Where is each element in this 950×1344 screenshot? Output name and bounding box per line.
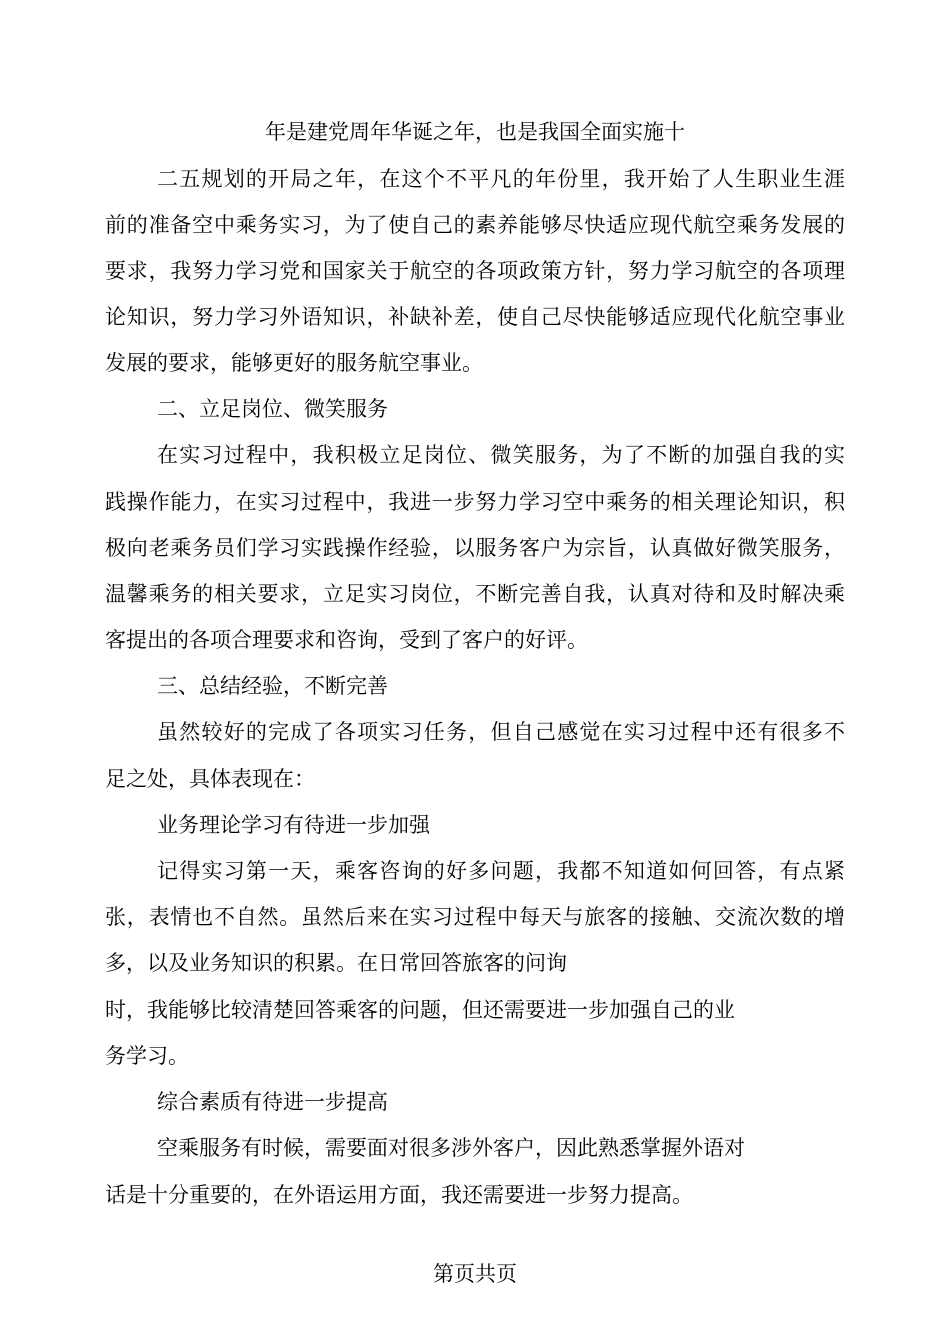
text-line-20: 时，我能够比较清楚回答乘客的问题，但还需要进一步加强自己的业 <box>105 998 735 1022</box>
text-line-10: 极向老乘务员们学习实践操作经验，以服务客户为宗旨，认真做好微笑服务， <box>105 536 845 560</box>
text-line-14: 虽然较好的完成了各项实习任务，但自己感觉在实习过程中还有很多不 <box>157 720 845 744</box>
text-line-21: 务学习。 <box>105 1044 189 1068</box>
text-line-11: 温馨乘务的相关要求，立足实习岗位，不断完善自我，认真对待和及时解决乘 <box>105 582 845 606</box>
text-line-8: 在实习过程中，我积极立足岗位、微笑服务，为了不断的加强自我的实 <box>157 443 845 467</box>
section-heading-2: 二、立足岗位、微笑服务 <box>157 397 388 421</box>
text-line-3: 前的准备空中乘务实习，为了使自己的素养能够尽快适应现代航空乘务发展的 <box>105 213 845 237</box>
text-line-12: 客提出的各项合理要求和咨询，受到了客户的好评。 <box>105 628 588 652</box>
text-line-18: 张，表情也不自然。虽然后来在实习过程中每天与旅客的接触、交流次数的增 <box>105 905 845 929</box>
text-line-1: 年是建党周年华诞之年，也是我国全面实施十 <box>265 120 685 144</box>
text-line-19: 多，以及业务知识的积累。在日常回答旅客的问询 <box>105 951 567 975</box>
text-line-24: 话是十分重要的，在外语运用方面，我还需要进一步努力提高。 <box>105 1183 693 1207</box>
text-line-2: 二五规划的开局之年，在这个不平凡的年份里，我开始了人生职业生涯 <box>157 167 845 191</box>
text-line-15: 足之处，具体表现在： <box>105 767 315 791</box>
text-line-23: 空乘服务有时候，需要面对很多涉外客户，因此熟悉掌握外语对 <box>157 1136 745 1160</box>
subheading-overall-quality: 综合素质有待进一步提高 <box>157 1090 388 1114</box>
subheading-business-study: 业务理论学习有待进一步加强 <box>157 813 430 837</box>
text-line-6: 发展的要求，能够更好的服务航空事业。 <box>105 351 483 375</box>
text-line-4: 要求，我努力学习党和国家关于航空的各项政策方针，努力学习航空的各项理 <box>105 259 845 283</box>
section-heading-3: 三、总结经验，不断完善 <box>157 674 388 698</box>
page-footer: 第页共页 <box>433 1262 517 1286</box>
text-line-5: 论知识，努力学习外语知识，补缺补差，使自己尽快能够适应现代化航空事业 <box>105 305 845 329</box>
text-line-9: 践操作能力，在实习过程中，我进一步努力学习空中乘务的相关理论知识，积 <box>105 490 845 514</box>
text-line-17: 记得实习第一天，乘客咨询的好多问题，我都不知道如何回答，有点紧 <box>157 859 845 883</box>
